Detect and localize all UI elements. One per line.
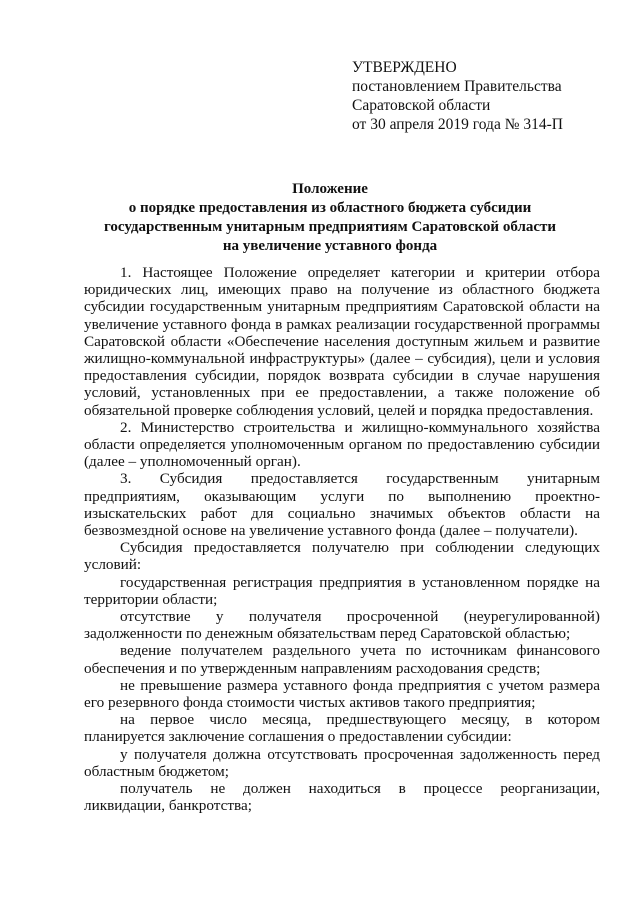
document-title <box>60 180 600 256</box>
approval-stamp <box>352 58 563 134</box>
approval-line-2: Саратовской области <box>352 97 491 114</box>
condition-item: у получателя должна отсутствовать просроченная задолженность перед областным бюджетом; <box>84 745 600 780</box>
paragraph-2: 2. Министерство строительства и жилищно-коммунального хозяйства области определяется уполномоченным органом по предоставлению субсидии (далее – уполномоченный орган). <box>84 418 600 471</box>
condition-item: ведение получателем раздельного учета по источникам финансового обеспечения и по утвержденным направлениям расходования средств; <box>84 642 600 677</box>
approval-line-1: постановлением Правительства <box>352 78 562 95</box>
paragraph-3: 3. Субсидия предоставляется государственным унитарным предприятиям, оказывающим услуги по выполнению проектно-изыскательских работ для социально значимых объектов области на безвозмездной основе на увеличение уставного фонда (далее – получатели). <box>84 470 600 540</box>
condition-item: государственная регистрация предприятия в установленном порядке на территории области; <box>84 573 600 608</box>
paragraph-conditions-intro: Субсидия предоставляется получателю при соблюдении следующих условий: <box>84 539 600 574</box>
condition-item: получатель не должен находиться в процессе реорганизации, ликвидации, банкротства; <box>84 780 600 815</box>
title-line-1: Положение <box>292 181 368 197</box>
condition-item: отсутствие у получателя просроченной (неурегулированной) задолженности по денежным обязательствам перед Саратовской областью; <box>84 608 600 643</box>
approval-line-3: от 30 апреля 2019 года № 314-П <box>352 116 563 133</box>
title-line-4: на увеличение уставного фонда <box>222 238 438 254</box>
condition-item: не превышение размера уставного фонда предприятия с учетом размера его резервного фонда стоимости чистых активов такого предприятия; <box>84 676 600 712</box>
paragraph-1: 1. Настоящее Положение определяет категории и критерии отбора юридических лиц, имеющих право на получение из областного бюджета субсидии государственным унитарным предприятиям Саратовской области на увеличение уставного фонда в рамках реализации государственной программы Саратовской области «Обеспечение населения доступным жильем и развитие жилищно-коммунальной инфраструктуры» (далее – субсидия), цели и условия предоставления субсидии, порядок возврата субсидии в случае нарушения условий, установленных при ее предоставлении, а также положение об обязательной проверке соблюдения условий, целей и порядка предоставления. <box>84 264 600 419</box>
title-line-3: государственным унитарным предприятиям Саратовской области <box>103 219 557 235</box>
approval-heading: УТВЕРЖДЕНО <box>352 59 457 76</box>
title-line-2: о порядке предоставления из областного бюджета субсидии <box>128 200 532 216</box>
condition-item: на первое число месяца, предшествующего месяцу, в котором планируется заключение соглашения о предоставлении субсидии: <box>84 711 600 746</box>
document-body <box>84 264 600 815</box>
